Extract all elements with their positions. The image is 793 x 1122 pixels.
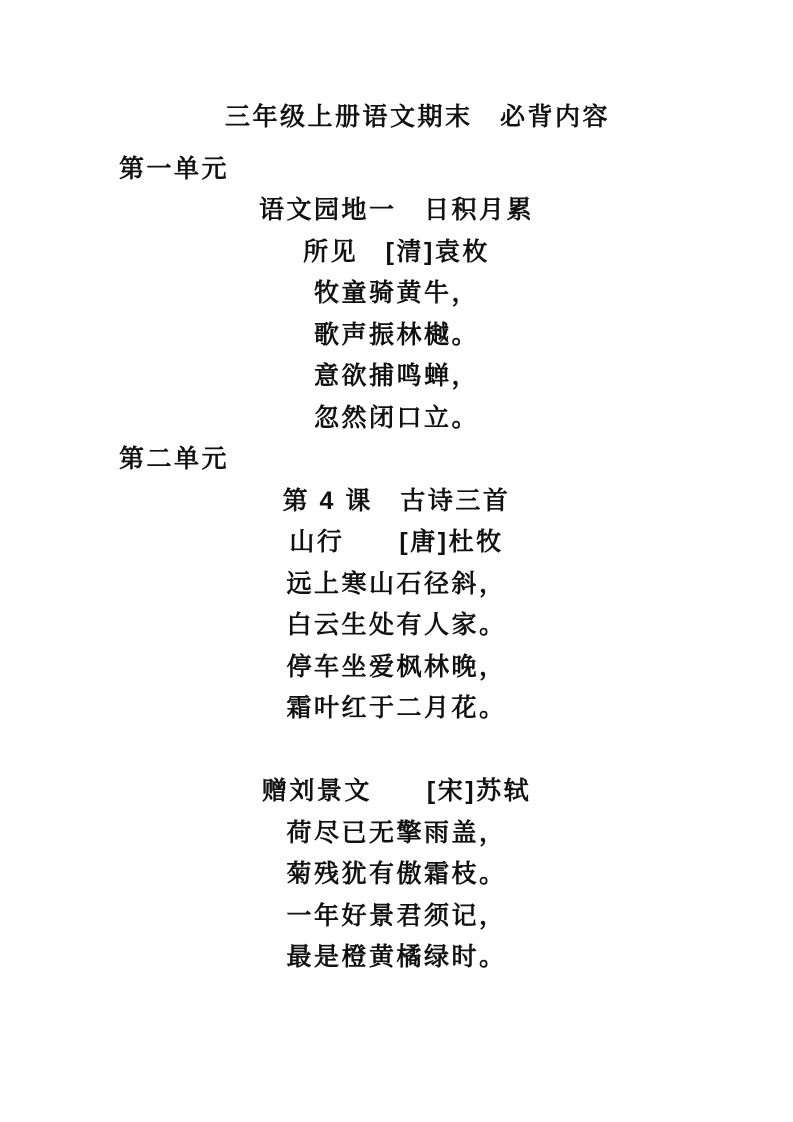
- poem-suojian-verse-line: 歌声振林樾。: [313, 320, 479, 349]
- blank-line: [0, 730, 793, 772]
- unit-1-garden-heading: 语文园地一 日积月累: [258, 196, 534, 224]
- unit-2-label: 第二单元: [119, 445, 230, 473]
- poem-suojian-verse-line: 牧童骑黄牛，: [313, 279, 479, 307]
- poem-zengliujingwen-verse-line: 菊残犹有傲霜枝。: [286, 860, 507, 888]
- poem-suojian-verse-line: 忽然闭口立。: [313, 403, 479, 432]
- poem-shanxing-title: 山行 [唐]杜牧: [289, 528, 504, 556]
- lesson-4-heading: 第 4 课 古诗三首: [282, 486, 511, 515]
- poem-zengliujingwen-verse-line: 一年好景君须记，: [286, 901, 507, 930]
- poem-shanxing-verse-line: 霜叶红于二月花。: [286, 694, 507, 722]
- poem-zengliujingwen-title: 赠刘景文 [宋]苏轼: [261, 777, 532, 805]
- poem-shanxing-verse-line: 白云生处有人家。: [286, 611, 507, 639]
- poem-suojian-verse-line: 意欲捕鸣蝉，: [313, 362, 479, 390]
- poem-zengliujingwen-verse-line: 最是橙黄橘绿时。: [286, 943, 507, 971]
- poem-zengliujingwen-verse-line: 荷尽已无擎雨盖，: [286, 818, 507, 847]
- poem-shanxing-verse-line: 远上寒山石径斜，: [286, 569, 507, 598]
- unit-1-label: 第一单元: [119, 154, 230, 183]
- document-title: 三年级上册语文期末 必背内容: [224, 103, 610, 131]
- poem-suojian-title: 所见 [清]袁枚: [303, 237, 490, 266]
- poem-shanxing-verse-line: 停车坐爱枫林晚，: [286, 652, 507, 681]
